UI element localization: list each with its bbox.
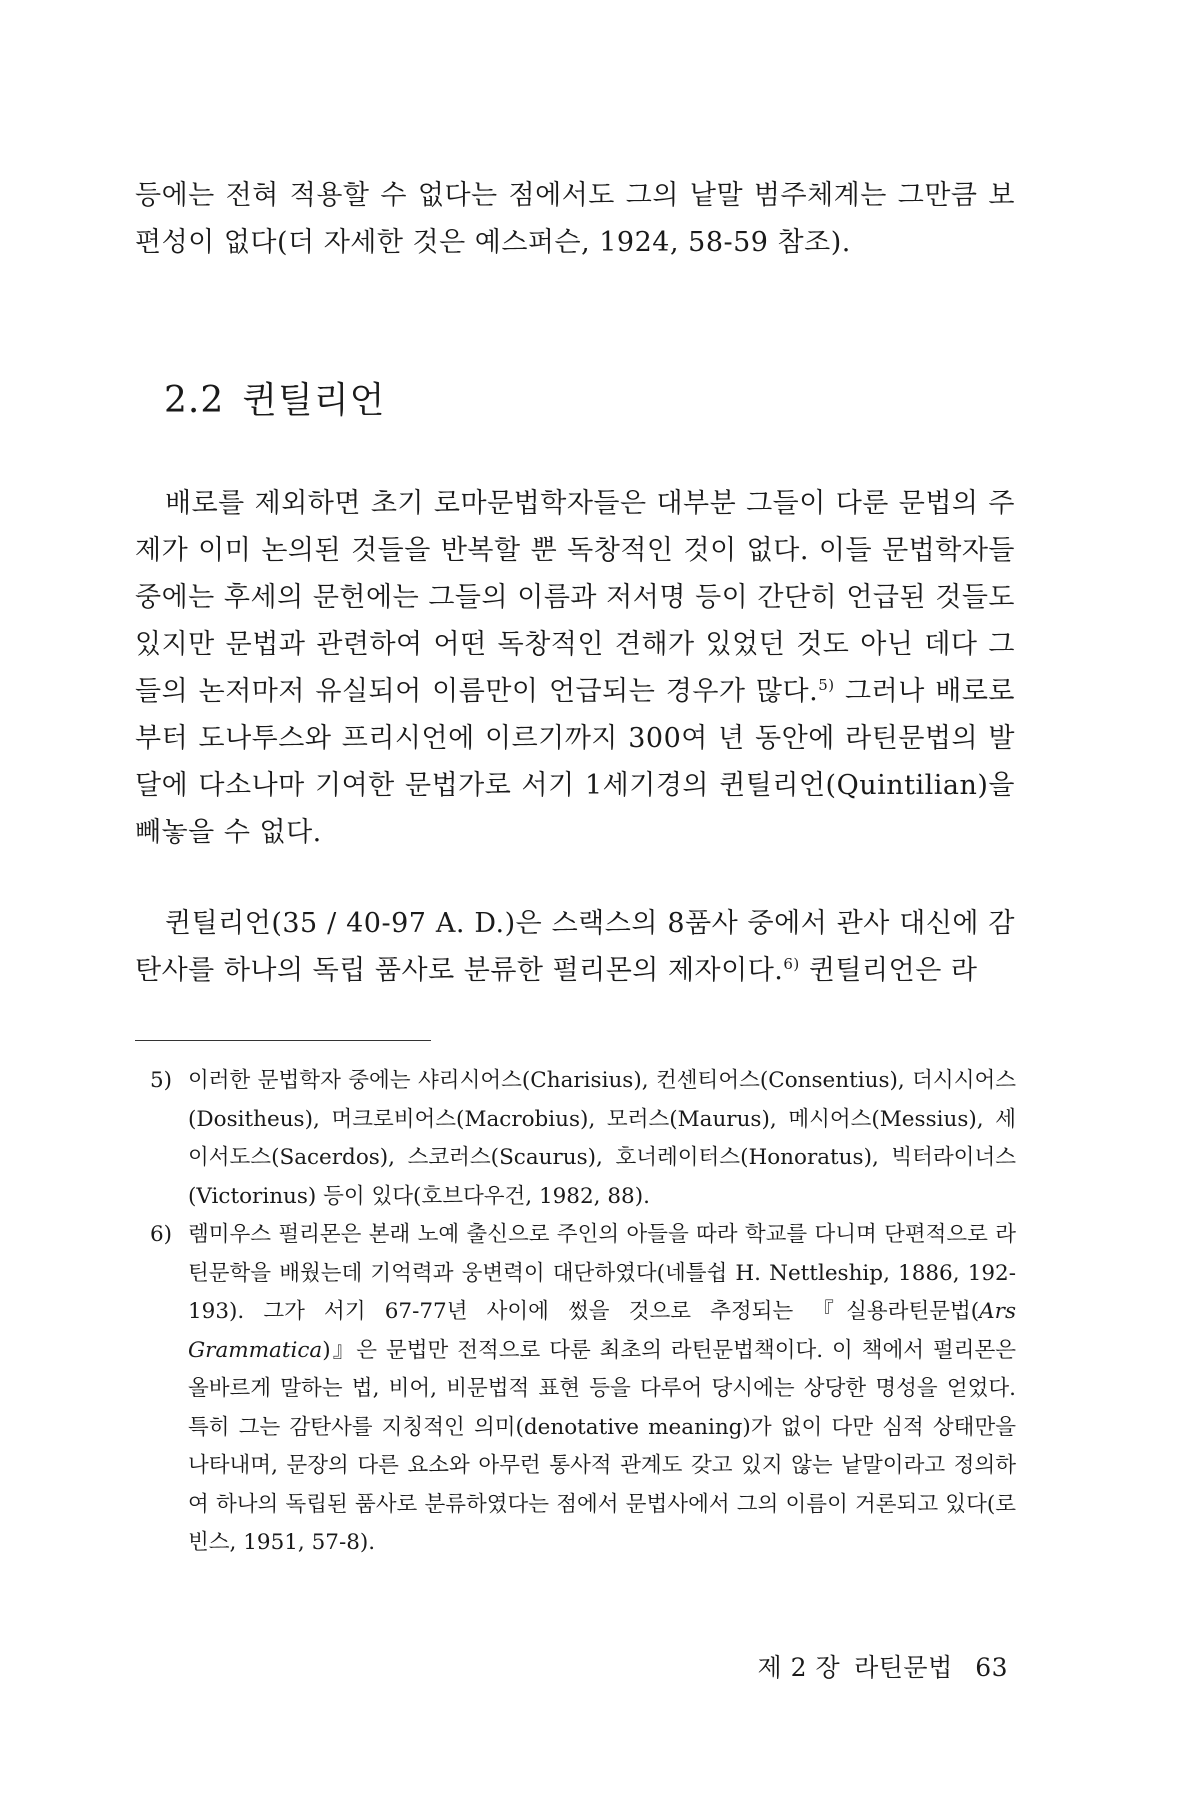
paragraph-1-text-a: 배로를 제외하면 초기 로마문법학자들은 대부분 그들이 다룬 문법의 주제가 이미 논의된 것들을 반복할 뿐 독창적인 것이 없다. 이들 문법학자들 중에는 후세의 문헌에는 그들의 이름과 저서명 등이 간단히 언급된 것들도 있지만 문법과 관련하여 어떤 독창적인 견해가 있었던 것도 아닌 데다 그들의 논저마저 유실되어 이름만이 언급되는 경우가 많다. (135, 488, 1015, 707)
chapter-title: 라틴문법 (854, 1653, 953, 1682)
body-paragraph-1 (135, 480, 1015, 856)
paragraph-2-text-a: 퀸틸리언(35 / 40-97 A. D.)은 스랙스의 8품사 중에서 관사 대신에 감탄사를 하나의 독립 품사로 분류한 펄리몬의 제자이다. (135, 908, 1015, 986)
footnote-text: 이러한 문법학자 중에는 샤리시어스(Charisius), 컨센티어스(Consentius), 더시시어스(Dositheus), 머크로비어스(Macrobius), 모러스(Maurus), 메시어스(Messius), 세이서도스(Sacerdos), 스코러스(Scaurus), 호너레이터스(Honoratus), 빅터라이너스(Victorinus) 등이 있다(호브다우건, 1982, 88). (188, 1068, 1016, 1209)
footnotes (150, 1062, 1016, 1563)
chapter-label: 제 2 장 (757, 1653, 841, 1682)
page-footer (758, 1648, 1008, 1684)
footnote-number: 6) (150, 1222, 173, 1247)
footnote-ref-5[interactable]: 5) (818, 676, 835, 694)
footnote-divider (135, 1040, 431, 1041)
footnote-6 (150, 1216, 1016, 1563)
footnote-5 (150, 1062, 1016, 1216)
footnote-text-part-1: 렘미우스 펄리몬은 본래 노예 출신으로 주인의 아들을 따라 학교를 다니며 단편적으로 라틴문학을 배웠는데 기억력과 웅변력이 대단하였다(네틀쉽 H. Nettleship, 1886, 192-193). 그가 서기 67-77년 사이에 썼을 것으로 추정되는 『실용라틴문법( (188, 1222, 1016, 1324)
footnote-text-part-2: )』은 문법만 전적으로 다룬 최초의 라틴문법책이다. 이 책에서 펄리몬은 올바르게 말하는 법, 비어, 비문법적 표현 등을 다루어 당시에는 상당한 명성을 얻었다. 특히 그는 감탄사를 지칭적인 의미(denotative meaning)가 없이 다만 심적 상태만을 나타내며, 문장의 다른 요소와 아무런 통사적 관계도 갖고 있지 않는 낱말이라고 정의하여 하나의 독립된 품사로 분류하였다는 점에서 문법사에서 그의 이름이 거론되고 있다(로빈스, 1951, 57-8). (188, 1337, 1016, 1555)
footnote-text (188, 1216, 1016, 1563)
paragraph-2 (135, 900, 1015, 994)
intro-text: 등에는 전혀 적용할 수 없다는 점에서도 그의 낱말 범주체계는 그만큼 보편성이 없다(더 자세한 것은 예스퍼슨, 1924, 58-59 참조). (135, 180, 1015, 258)
footnote-ref-6[interactable]: 6) (783, 955, 800, 973)
page-number: 63 (975, 1653, 1008, 1682)
section-heading (164, 372, 385, 423)
footnote-number: 5) (150, 1068, 173, 1093)
paragraph-1-text-b: 그러나 배로로부터 도나투스와 프리시언에 이르기까지 300여 년 동안에 라틴문법의 발달에 다소나마 기여한 문법가로 서기 1세기경의 퀸틸리언(Quintilian)을 빼놓을 수 없다. (135, 676, 1015, 848)
section-title: 퀸틸리언 (242, 380, 386, 421)
body-paragraph-2 (135, 900, 1015, 994)
paragraph-1 (135, 480, 1015, 856)
paragraph-2-text-b: 퀸틸리언은 라 (799, 955, 978, 986)
section-number: 2.2 (164, 380, 225, 421)
book-title-italic: Ars Grammatica (188, 1299, 1016, 1363)
intro-paragraph (135, 172, 1015, 266)
